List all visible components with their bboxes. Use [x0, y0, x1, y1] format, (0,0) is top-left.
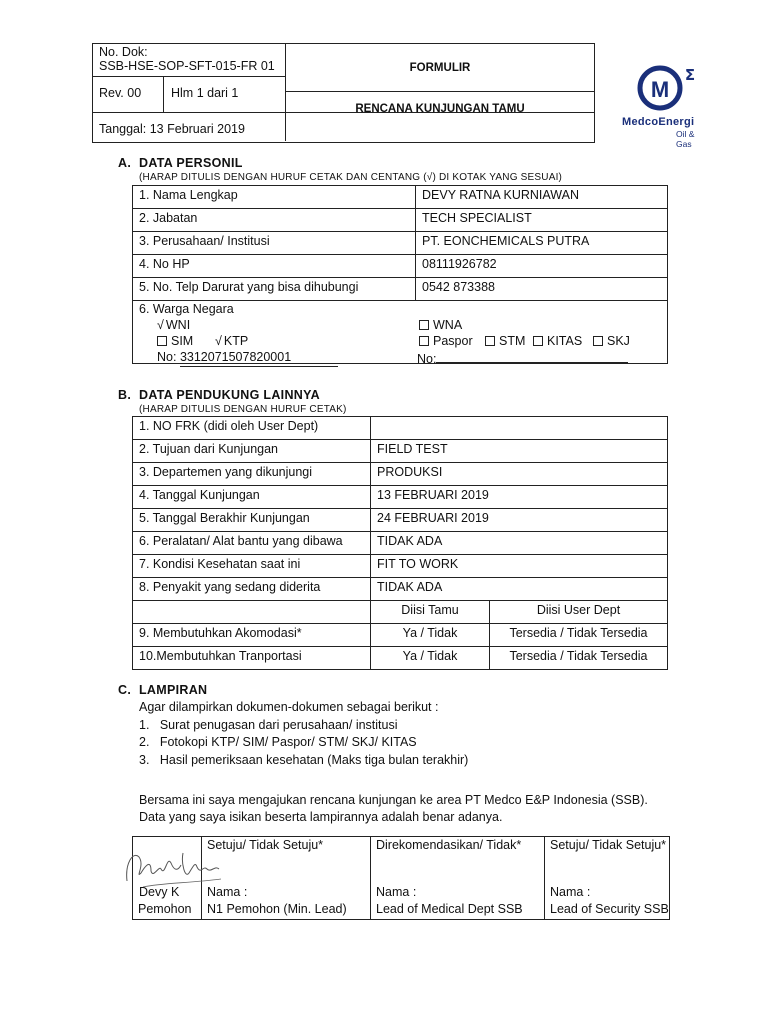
kitas-option[interactable]	[533, 333, 582, 350]
row-label: 9. Membutuhkan Akomodasi*	[133, 624, 371, 647]
table-row	[133, 255, 668, 278]
no-label: No:	[417, 352, 437, 366]
row-label: 2. Jabatan	[133, 209, 416, 232]
transport-guest[interactable]: Ya / Tidak	[371, 647, 490, 670]
row-value: 13 FEBRUARI 2019	[371, 486, 668, 509]
checkbox-icon	[419, 320, 429, 330]
row-value: PRODUKSI	[371, 463, 668, 486]
row-label: 1. Nama Lengkap	[133, 186, 416, 209]
table-row	[133, 209, 668, 232]
svg-text:M: M	[650, 77, 670, 102]
section-b-title: DATA PENDUKUNG LAINNYA	[139, 388, 320, 402]
form-title: FORMULIR	[409, 62, 471, 74]
section-b-letter: B.	[118, 388, 132, 402]
wni-number: 3312071507820001	[180, 349, 338, 367]
row-value: 0542 873388	[416, 278, 668, 301]
section-a-note: (HARAP DITULIS DENGAN HURUF CETAK DAN CENTANG (√) DI KOTAK YANG SESUAI)	[139, 172, 563, 183]
table-row	[133, 486, 668, 509]
row-value: 24 FEBRUARI 2019	[371, 509, 668, 532]
approval-2-role: Lead of Medical Dept SSB	[376, 902, 523, 916]
wni-number-field[interactable]	[157, 349, 338, 367]
table-header-row	[133, 601, 668, 624]
form-subtitle: RENCANA KUNJUNGAN TAMU	[355, 103, 525, 115]
row-label: 7. Kondisi Kesehatan saat ini	[133, 555, 371, 578]
row-label: 10.Membutuhkan Tranportasi	[133, 647, 371, 670]
row-value: FIT TO WORK	[371, 555, 668, 578]
table-row	[133, 463, 668, 486]
logo-brand: MedcoEnergi	[622, 116, 695, 128]
doc-number: SSB-HSE-SOP-SFT-015-FR 01	[99, 59, 275, 73]
approval-2-head: Direkomendasikan/ Tidak*	[376, 838, 522, 852]
row-label: 8. Penyakit yang sedang diderita	[133, 578, 371, 601]
row-value	[371, 417, 668, 440]
row-label: 5. Tanggal Berakhir Kunjungan	[133, 509, 371, 532]
form-date: Tanggal: 13 Februari 2019	[99, 122, 245, 136]
ktp-option[interactable]	[215, 333, 248, 350]
header-grid	[92, 43, 595, 143]
table-row	[133, 624, 668, 647]
row-value: TIDAK ADA	[371, 578, 668, 601]
checkbox-icon	[533, 336, 543, 346]
doc-label: No. Dok:	[99, 45, 148, 59]
medco-logo	[610, 62, 710, 149]
col-tamu-header: Diisi Tamu	[371, 601, 490, 624]
skj-option[interactable]	[593, 333, 630, 350]
col-user-header: Diisi User Dept	[490, 601, 668, 624]
skj-label: SKJ	[607, 334, 630, 348]
check-mark-icon: √	[215, 334, 222, 348]
attachments-intro: Agar dilampirkan dokumen-dokumen sebagai berikut :	[139, 700, 439, 714]
signature-table	[132, 836, 670, 920]
approval-1-role: N1 Pemohon (Min. Lead)	[207, 902, 347, 916]
row-value: 08111926782	[416, 255, 668, 278]
row-value: DEVY RATNA KURNIAWAN	[416, 186, 668, 209]
checkbox-icon	[157, 336, 167, 346]
table-row	[133, 647, 668, 670]
wna-number-field[interactable]	[417, 349, 628, 368]
checkbox-icon	[419, 336, 429, 346]
accommodation-guest[interactable]: Ya / Tidak	[371, 624, 490, 647]
row-label: 3. Departemen yang dikunjungi	[133, 463, 371, 486]
table-row	[133, 417, 668, 440]
paspor-label: Paspor	[433, 334, 473, 348]
list-item: 3. Hasil pemeriksaan kesehatan (Maks tiga bulan terakhir)	[139, 752, 469, 767]
section-b-note: (HARAP DITULIS DENGAN HURUF CETAK)	[139, 404, 347, 415]
row-label: 4. No HP	[133, 255, 416, 278]
attachments-list	[139, 699, 468, 769]
sim-label: SIM	[171, 334, 194, 348]
accommodation-user[interactable]: Tersedia / Tidak Tersedia	[490, 624, 668, 647]
statement-line-1: Bersama ini saya mengajukan rencana kunjungan ke area PT Medco E&P Indonesia (SSB).	[139, 793, 648, 807]
table-row	[133, 440, 668, 463]
personal-data-table	[132, 185, 668, 364]
revision: Rev. 00	[99, 86, 142, 100]
section-c-letter: C.	[118, 683, 132, 697]
svg-text:Σ: Σ	[684, 66, 696, 84]
stm-option[interactable]	[485, 333, 525, 350]
paspor-option[interactable]	[419, 333, 473, 350]
approval-1-head: Setuju/ Tidak Setuju*	[207, 838, 324, 852]
row-label: 3. Perusahaan/ Institusi	[133, 232, 416, 255]
section-a-title: DATA PERSONIL	[139, 156, 243, 170]
row-value: TECH SPECIALIST	[416, 209, 668, 232]
table-row	[133, 555, 668, 578]
wna-number	[436, 349, 628, 363]
nationality-label: 6. Warga Negara	[139, 302, 234, 316]
table-row	[133, 578, 668, 601]
approval-2-name[interactable]: Nama :	[376, 885, 417, 899]
applicant-name: Devy K	[139, 885, 180, 899]
stm-label: STM	[499, 334, 526, 348]
table-row	[133, 278, 668, 301]
table-row	[133, 509, 668, 532]
approval-3-role: Lead of Security SSB	[550, 902, 669, 916]
row-value: FIELD TEST	[371, 440, 668, 463]
statement	[139, 792, 648, 826]
logo-sub: Oil & Gas	[676, 129, 695, 149]
wni-label: WNI	[165, 318, 191, 332]
row-label: 1. NO FRK (didi oleh User Dept)	[133, 417, 371, 440]
row-label: 4. Tanggal Kunjungan	[133, 486, 371, 509]
approval-1-name[interactable]: Nama :	[207, 885, 248, 899]
checkbox-icon	[485, 336, 495, 346]
medco-logo-icon	[632, 62, 702, 114]
row-label: 2. Tujuan dari Kunjungan	[133, 440, 371, 463]
table-row	[133, 532, 668, 555]
statement-line-2: Data yang saya isikan beserta lampirannya adalah benar adanya.	[139, 810, 503, 824]
supporting-data-table	[132, 416, 668, 670]
approval-3-name[interactable]: Nama :	[550, 885, 591, 899]
row-label: 5. No. Telp Darurat yang bisa dihubungi	[133, 278, 416, 301]
wna-label: WNA	[433, 318, 463, 332]
list-item: 1. Surat penugasan dari perusahaan/ institusi	[139, 717, 398, 732]
kitas-label: KITAS	[547, 334, 583, 348]
section-c-title: LAMPIRAN	[139, 683, 208, 697]
table-row	[133, 232, 668, 255]
check-mark-icon: √	[157, 318, 164, 332]
transport-user[interactable]: Tersedia / Tidak Tersedia	[490, 647, 668, 670]
nationality-row	[133, 301, 668, 364]
row-label: 6. Peralatan/ Alat bantu yang dibawa	[133, 532, 371, 555]
row-value: TIDAK ADA	[371, 532, 668, 555]
approval-3-head: Setuju/ Tidak Setuju*	[550, 838, 667, 852]
table-row	[133, 186, 668, 209]
section-a-letter: A.	[118, 156, 132, 170]
no-label: No:	[157, 350, 177, 364]
checkbox-icon	[593, 336, 603, 346]
list-item: 2. Fotokopi KTP/ SIM/ Paspor/ STM/ SKJ/ KITAS	[139, 735, 417, 749]
wni-option[interactable]	[157, 317, 190, 334]
sim-option[interactable]	[157, 333, 193, 350]
ktp-label: KTP	[223, 334, 249, 348]
page-count: Hlm 1 dari 1	[171, 86, 239, 100]
row-value: PT. EONCHEMICALS PUTRA	[416, 232, 668, 255]
applicant-role: Pemohon	[138, 902, 192, 916]
wna-option[interactable]	[419, 317, 462, 334]
